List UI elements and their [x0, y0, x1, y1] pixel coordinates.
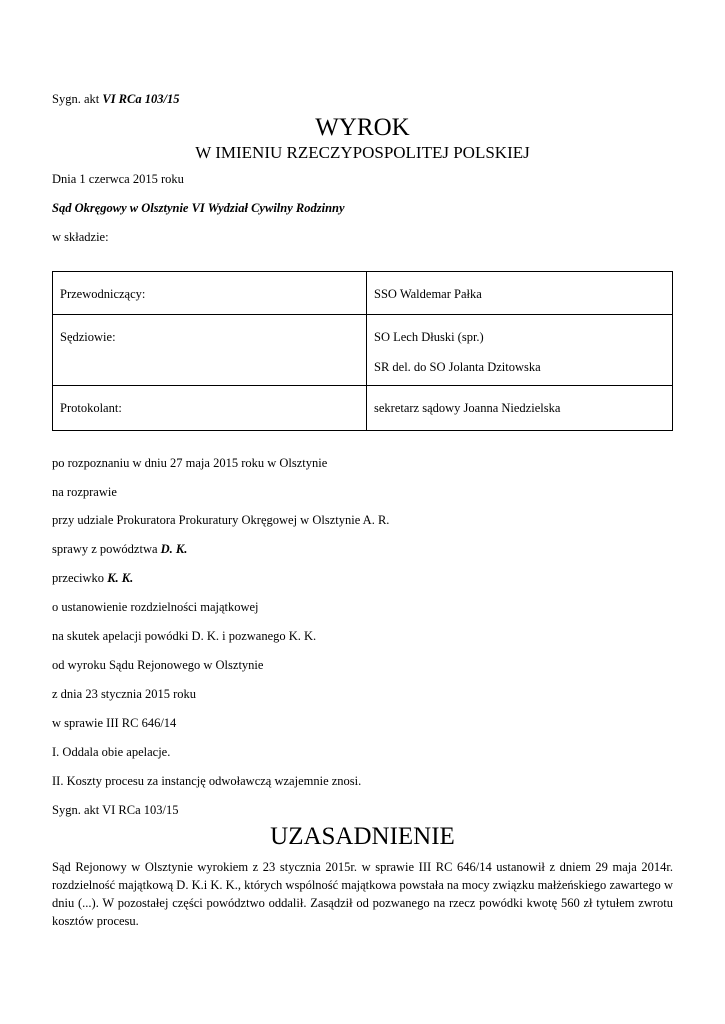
clerk-label: Protokolant: [60, 401, 122, 415]
justification-title: UZASADNIENIE [270, 823, 455, 850]
body-line-3: przy udziale Prokuratora Prokuratury Okręgowej w Olsztynie A. R. [52, 513, 390, 527]
body-line-8: od wyroku Sądu Rejonowego w Olsztynie [52, 658, 264, 672]
table-row [53, 386, 673, 431]
case-number: VI RCa 103/15 [102, 92, 180, 106]
defendant-name: K. K. [107, 571, 134, 585]
table-row [53, 315, 673, 386]
ruling-2: II. Koszty procesu za instancję odwoławczą wzajemnie znosi. [52, 774, 362, 788]
ruling-1: I. Oddala obie apelacje. [52, 745, 171, 759]
judges-label: Sędziowie: [60, 330, 116, 344]
judge-2: SR del. do SO Jolanta Dzitowska [374, 360, 541, 374]
court-name: Sąd Okręgowy w Olsztynie VI Wydział Cywilny Rodzinny [52, 201, 345, 215]
case-label: Sygn. akt [52, 92, 100, 106]
body-line-9: z dnia 23 stycznia 2015 roku [52, 687, 197, 701]
judgment-date: Dnia 1 czerwca 2015 roku [52, 172, 184, 186]
clerk-value: sekretarz sądowy Joanna Niedzielska [374, 401, 561, 415]
table-row [53, 272, 673, 315]
presiding-value: SSO Waldemar Pałka [374, 287, 482, 301]
presiding-label-cell [53, 272, 367, 315]
clerk-label-cell [53, 386, 367, 431]
plaintiff-name: D. K. [160, 542, 188, 556]
case-reference: Sygn. akt VI RCa 103/15 [52, 803, 179, 817]
body-line-6: o ustanowienie rozdzielności majątkowej [52, 600, 259, 614]
body-line-10: w sprawie III RC 646/14 [52, 716, 177, 730]
body-line-7: na skutek apelacji powódki D. K. i pozwanego K. K. [52, 629, 317, 643]
court-panel-table [52, 271, 673, 431]
judges-value-cell [367, 315, 673, 386]
judgment-title: WYROK [315, 114, 410, 141]
composition-label: w składzie: [52, 230, 109, 244]
clerk-value-cell [367, 386, 673, 431]
justification-paragraph: Sąd Rejonowy w Olsztynie wyrokiem z 23 stycznia 2015r. w sprawie III RC 646/14 ustanowił z dniem 29 maja 2014r. rozdzielność majątkową D. K.i K. K., których wspólność majątkowa powstała na mocy związku małżeńskiego zawartego w dniu (...). W pozostałej części powództwo oddalił. Zasądził od pozwanego na rzecz powódki kwotę 560 zł tytułem zwrotu kosztów procesu. [52, 860, 673, 928]
presiding-label: Przewodniczący: [60, 287, 146, 301]
presiding-value-cell [367, 272, 673, 315]
judges-label-cell [53, 315, 367, 386]
body-line-1: po rozpoznaniu w dniu 27 maja 2015 roku w Olsztynie [52, 456, 328, 470]
defendant-prefix: przeciwko [52, 571, 108, 585]
body-line-4 [52, 542, 187, 557]
judgment-subtitle: W IMIENIU RZECZYPOSPOLITEJ POLSKIEJ [195, 143, 530, 162]
judge-1: SO Lech Dłuski (spr.) [374, 330, 484, 344]
body-line-5 [52, 571, 133, 586]
body-line-2: na rozprawie [52, 485, 117, 499]
plaintiff-prefix: sprawy z powództwa [52, 542, 161, 556]
case-number-line [52, 92, 179, 107]
